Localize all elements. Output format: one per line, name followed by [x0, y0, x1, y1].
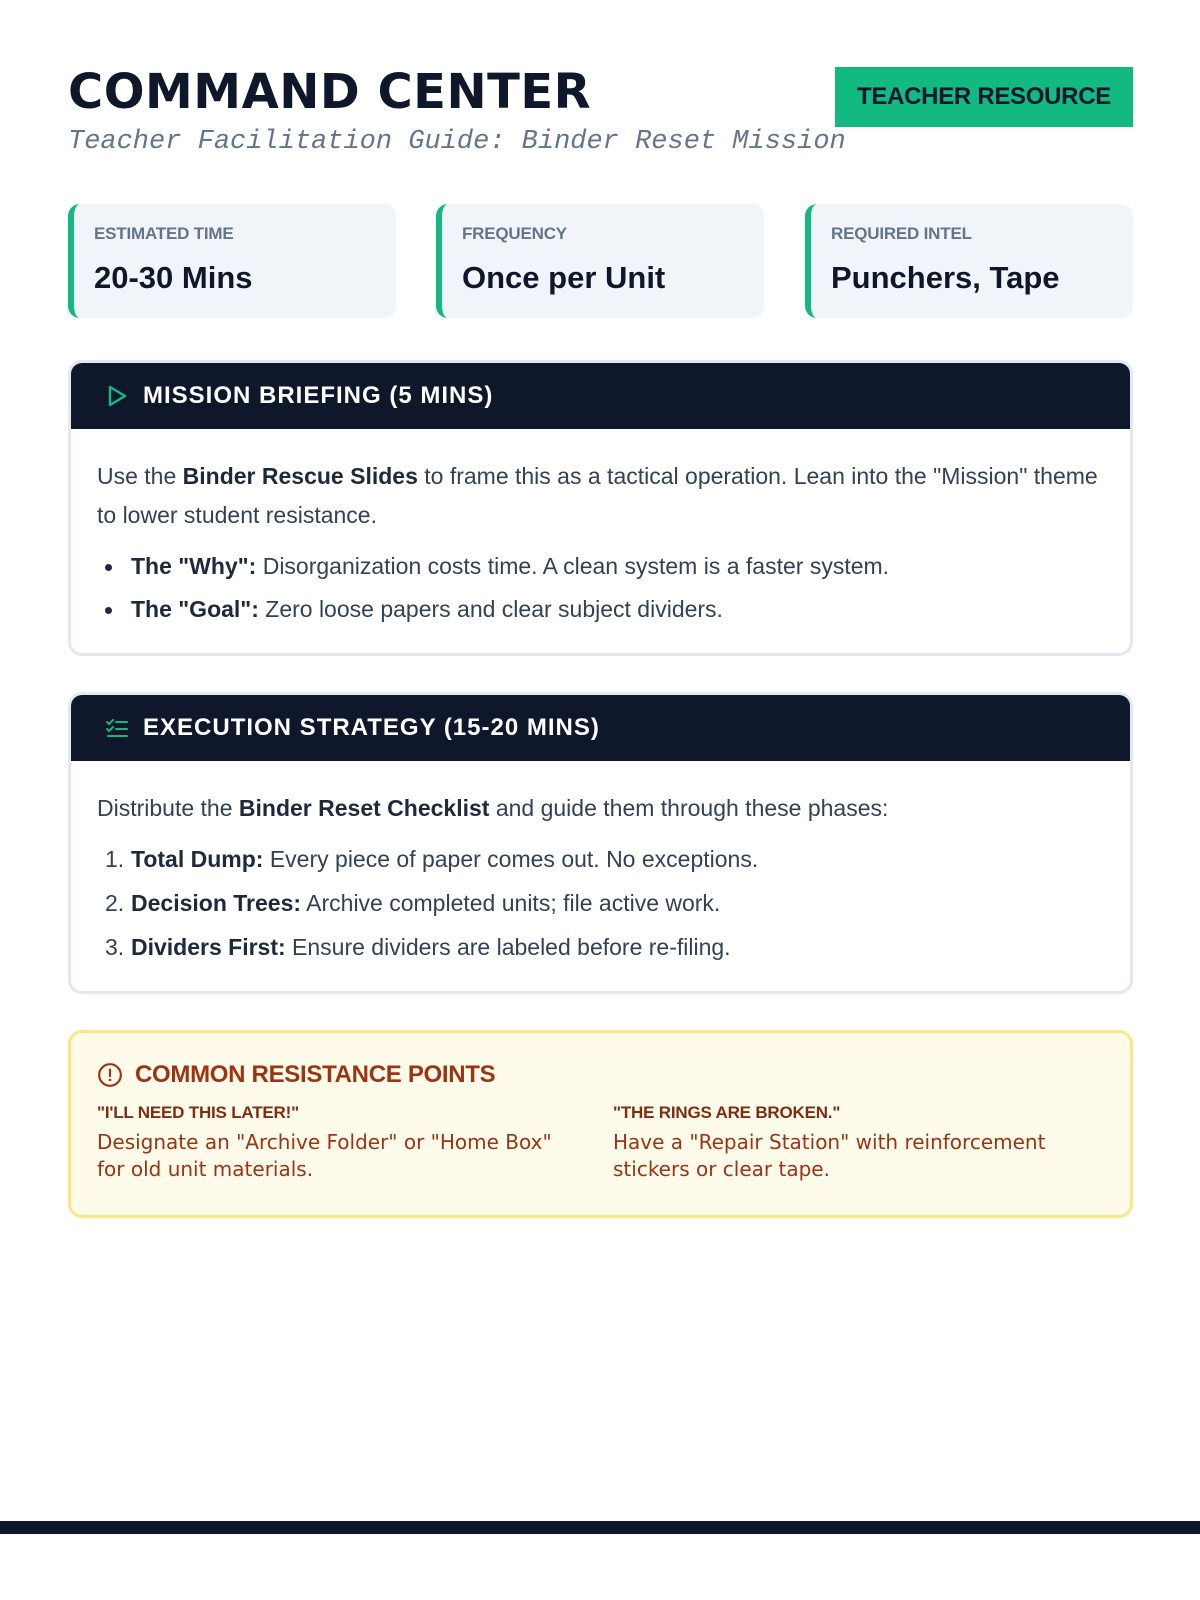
- mission-briefing-card: [68, 360, 1133, 656]
- stat-estimated-time: [68, 204, 396, 318]
- item-text: Zero loose papers and clear subject dividers.: [258, 596, 723, 622]
- stat-value: 20-30 Mins: [94, 260, 253, 295]
- section-title: MISSION BRIEFING (5 MINS): [143, 382, 494, 409]
- stat-required-intel: [805, 204, 1133, 318]
- resistance-columns: [97, 1103, 1130, 1193]
- list-item: [97, 590, 1104, 629]
- mission-briefing-body: [71, 429, 1130, 629]
- list-item: [97, 547, 1104, 586]
- stat-value: Once per Unit: [462, 260, 666, 295]
- section-title: EXECUTION STRATEGY (15-20 MINS): [143, 714, 600, 741]
- teacher-resource-badge: TEACHER RESOURCE: [835, 67, 1133, 127]
- item-text: Disorganization costs time. A clean system is a faster system.: [256, 553, 890, 579]
- stat-frequency: [436, 204, 764, 318]
- resistance-quote: "THE RINGS ARE BROKEN.": [613, 1103, 841, 1122]
- briefing-intro: [97, 457, 1104, 535]
- item-label: The "Goal":: [131, 596, 259, 622]
- alert-circle-icon: [97, 1062, 123, 1088]
- resistance-point: [97, 1103, 567, 1183]
- intro-text: Use the: [97, 463, 183, 489]
- resistance-quote: "I'LL NEED THIS LATER!": [97, 1103, 299, 1122]
- intro-text: to frame this as a tactical operation. Lean into the "Mission" theme to lower student resistance.: [97, 463, 1098, 528]
- execution-strategy-body: [71, 761, 1130, 967]
- section-title: COMMON RESISTANCE POINTS: [135, 1061, 496, 1088]
- checklist-icon: [105, 716, 129, 740]
- page-title: COMMAND CENTER: [68, 64, 592, 120]
- mission-briefing-header: [71, 363, 1130, 429]
- item-label: The "Why":: [131, 553, 257, 579]
- stats-row: [68, 204, 1133, 318]
- list-item: [97, 884, 1104, 923]
- stat-value: Punchers, Tape: [831, 260, 1060, 295]
- execution-strategy-card: [68, 692, 1133, 994]
- intro-text: and guide them through these phases:: [489, 795, 889, 821]
- briefing-bullets: [97, 547, 1104, 629]
- guide-page: [68, 0, 1133, 1181]
- execution-strategy-header: [71, 695, 1130, 761]
- item-label: Decision Trees:: [131, 890, 302, 916]
- stat-label: ESTIMATED TIME: [94, 224, 234, 243]
- resistance-points-box: [68, 1030, 1133, 1218]
- step-number: 2.: [105, 890, 125, 916]
- execution-steps: [97, 840, 1104, 967]
- list-item: [97, 840, 1104, 879]
- execution-intro: [97, 789, 1104, 828]
- intro-bold: Binder Reset Checklist: [238, 795, 490, 821]
- list-item: [97, 928, 1104, 967]
- item-text: Every piece of paper comes out. No exceptions.: [263, 846, 759, 872]
- step-number: 3.: [105, 934, 125, 960]
- page-header: [68, 0, 1133, 200]
- play-icon: [105, 384, 129, 408]
- intro-bold: Binder Rescue Slides: [182, 463, 418, 489]
- intro-text: Distribute the: [97, 795, 239, 821]
- item-label: Total Dump:: [131, 846, 264, 872]
- stat-label: REQUIRED INTEL: [831, 224, 972, 243]
- step-number: 1.: [105, 846, 125, 872]
- stat-label: FREQUENCY: [462, 224, 567, 243]
- resistance-point: [613, 1103, 1083, 1183]
- item-text: Archive completed units; file active work.: [301, 890, 721, 916]
- resistance-answer: Designate an "Archive Folder" or "Home Box" for old unit materials.: [97, 1130, 552, 1181]
- footer-bar: [0, 1521, 1200, 1534]
- item-label: Dividers First:: [131, 934, 286, 960]
- page-subtitle: Teacher Facilitation Guide: Binder Reset Mission: [68, 127, 846, 157]
- resistance-title: [97, 1061, 1130, 1089]
- resistance-answer: Have a "Repair Station" with reinforcement stickers or clear tape.: [613, 1130, 1046, 1181]
- item-text: Ensure dividers are labeled before re-filing.: [285, 934, 731, 960]
